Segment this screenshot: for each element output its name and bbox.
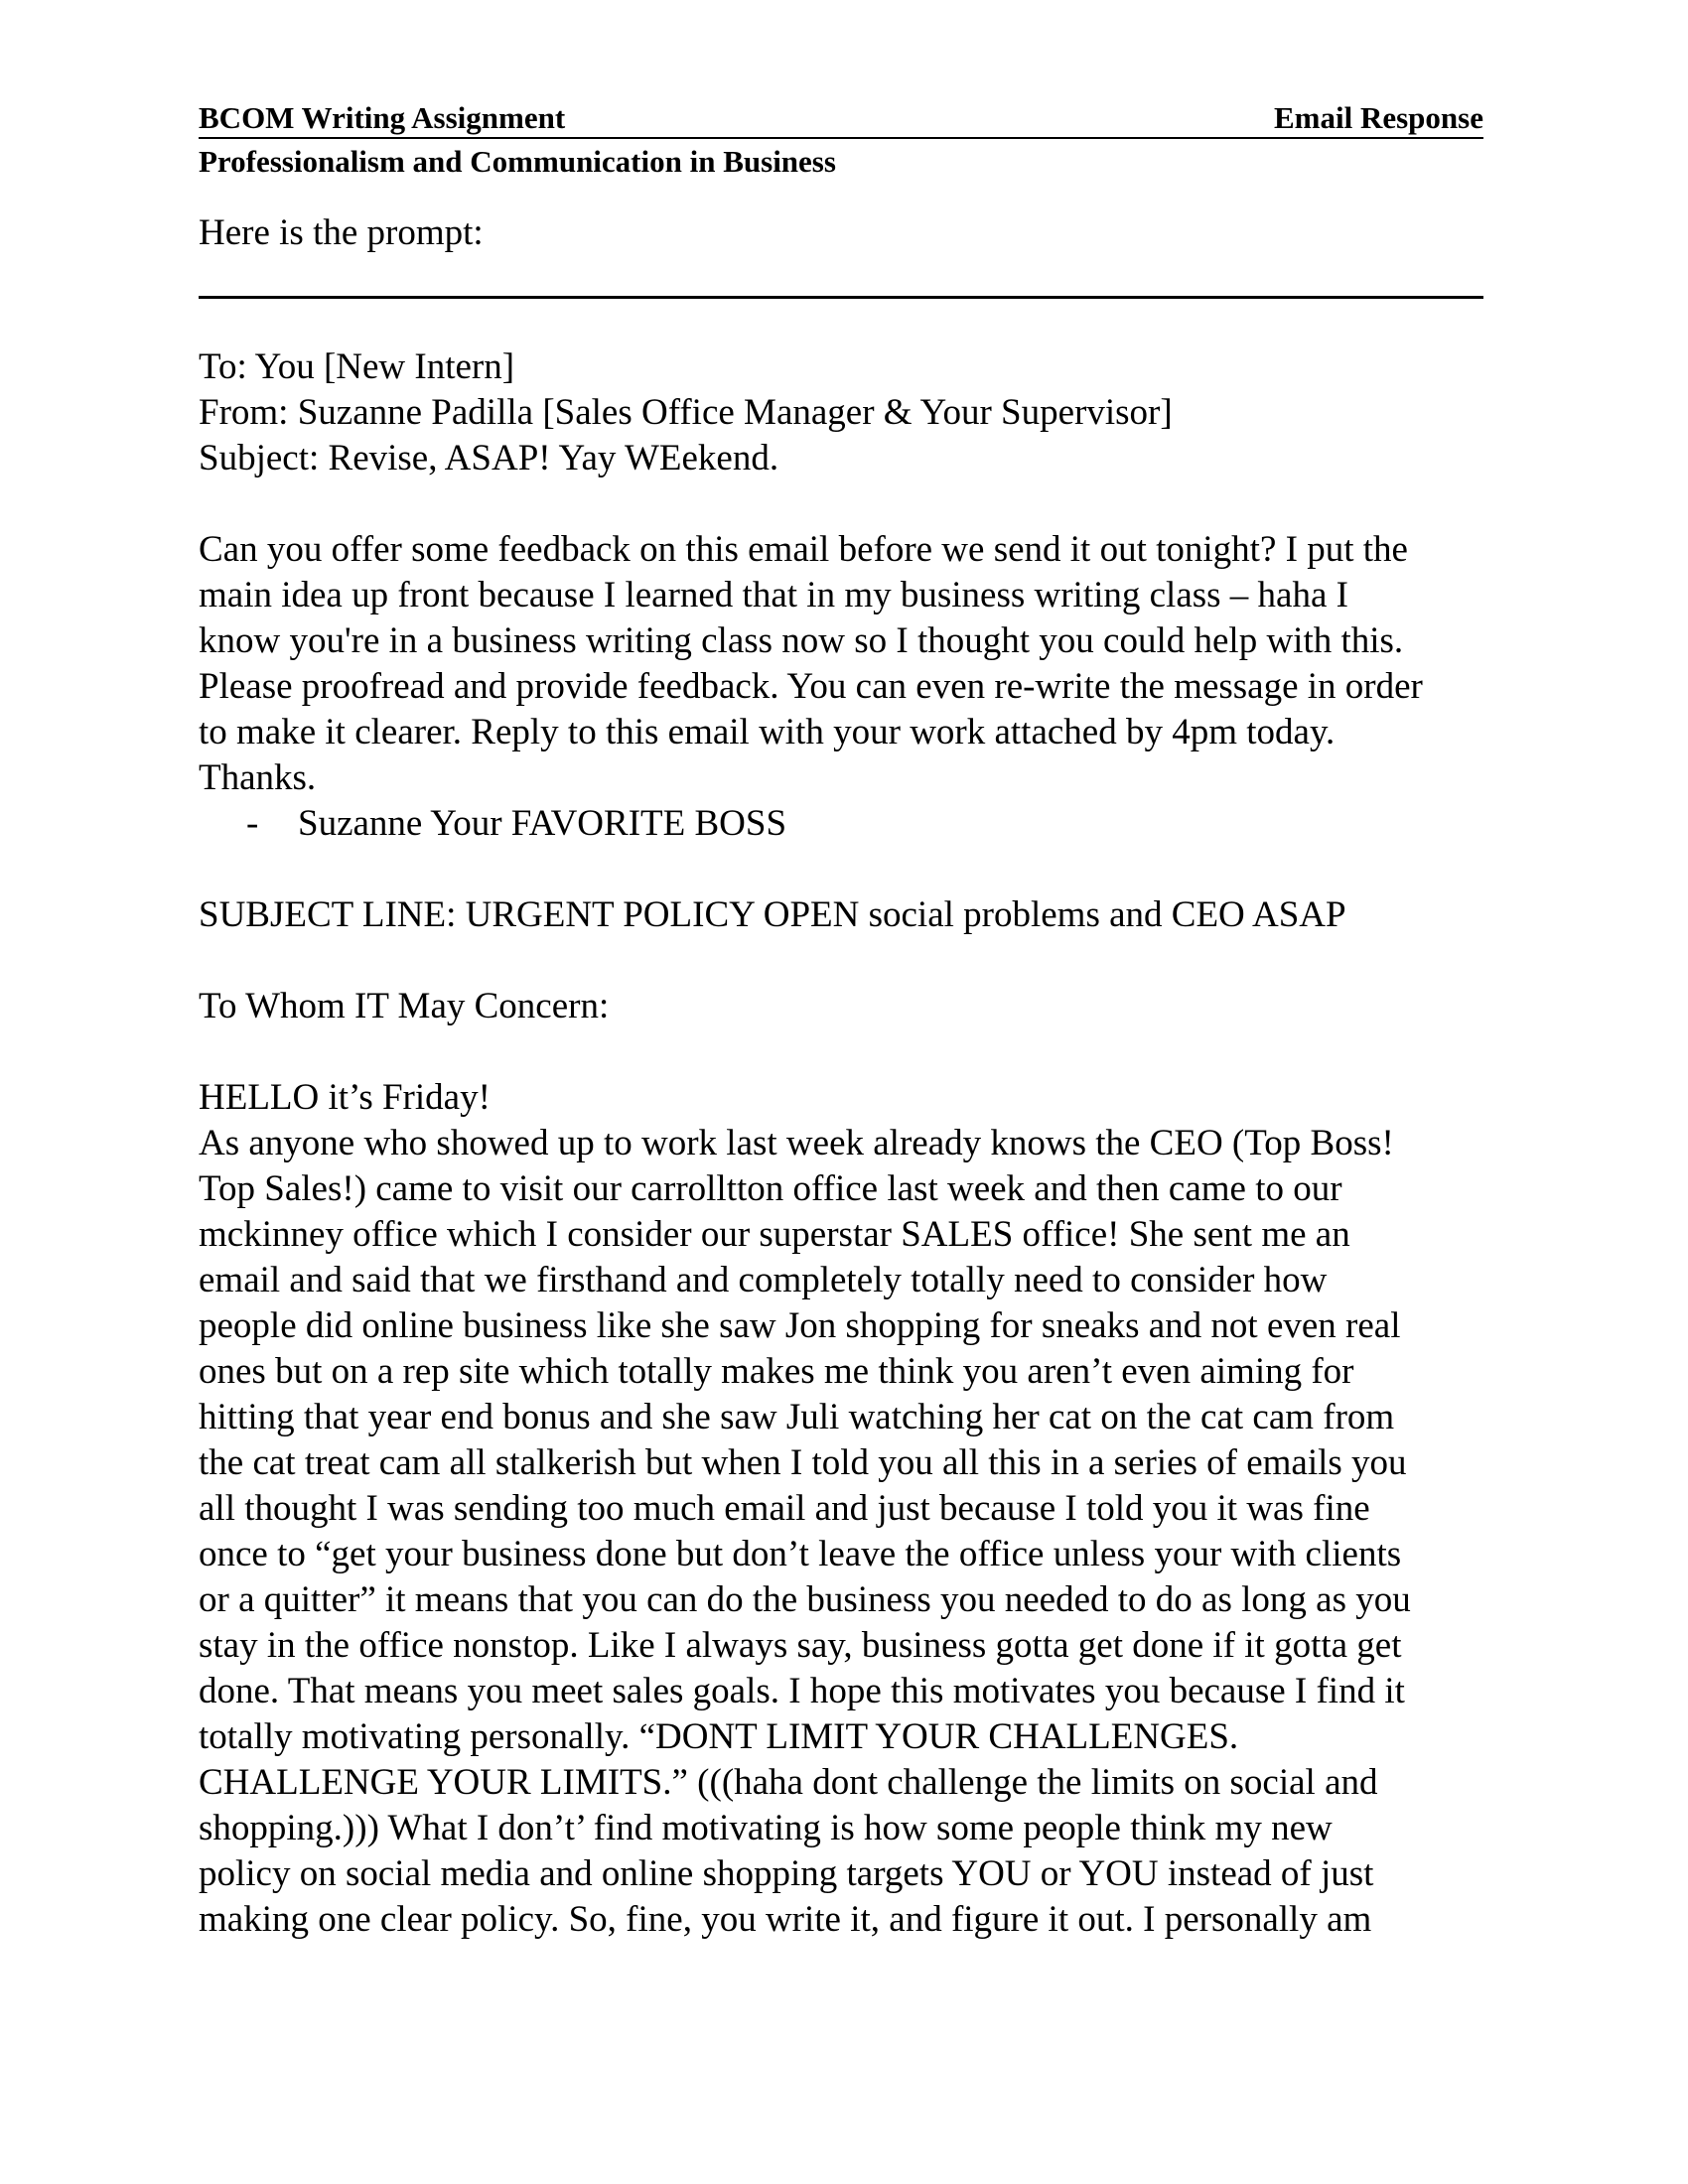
draft-body [199,1121,1483,1943]
draft-line: or a quitter” it means that you can do the business you needed to do as long as you [199,1579,1411,1620]
email-body [199,299,1483,1943]
supervisor-message [199,527,1483,801]
draft-line: mckinney office which I consider our superstar SALES office! She sent me an [199,1214,1350,1255]
signature-line [199,801,1483,847]
signature-text: Suzanne Your FAVORITE BOSS [298,803,787,844]
draft-line: email and said that we firsthand and completely totally need to consider how [199,1260,1328,1300]
course-subtitle: Professionalism and Communication in Business [199,144,836,179]
draft-line: hitting that year end bonus and she saw Juli watching her cat on the cat cam from [199,1397,1395,1437]
email-from: From: Suzanne Padilla [Sales Office Manager & Your Supervisor] [199,392,1173,433]
draft-subject-line: SUBJECT LINE: URGENT POLICY OPEN social problems and CEO ASAP [199,894,1346,935]
draft-line: shopping.))) What I don’t’ find motivating is how some people think my new [199,1808,1333,1848]
message-line: Can you offer some feedback on this email before we send it out tonight? I put the [199,529,1408,570]
draft-greeting: HELLO it’s Friday! [199,1077,491,1118]
bullet-dash: - [246,803,259,844]
draft-line: making one clear policy. So, fine, you write it, and figure it out. I personally am [199,1899,1372,1940]
draft-line: policy on social media and online shopping targets YOU or YOU instead of just [199,1853,1374,1894]
message-line: know you're in a business writing class now so I thought you could help with this. [199,620,1404,661]
draft-line: totally motivating personally. “DONT LIMIT YOUR CHALLENGES. [199,1716,1239,1757]
prompt-intro: Here is the prompt: [199,212,484,253]
draft-line: people did online business like she saw Jon shopping for sneaks and not even real [199,1305,1401,1346]
message-line: main idea up front because I learned that in my business writing class – haha I [199,575,1348,615]
document-header [199,99,1483,139]
message-line: Thanks. [199,757,317,798]
draft-line: done. That means you meet sales goals. I hope this motivates you because I find it [199,1671,1405,1711]
draft-line: Top Sales!) came to visit our carrolltton office last week and then came to our [199,1168,1342,1209]
draft-line: ones but on a rep site which totally makes me think you aren’t even aiming for [199,1351,1354,1392]
assignment-title: BCOM Writing Assignment [199,100,566,135]
email-to: To: You [New Intern] [199,346,515,387]
draft-line: stay in the office nonstop. Like I always say, business gotta get done if it gotta get [199,1625,1402,1666]
draft-line: CHALLENGE YOUR LIMITS.” (((haha dont challenge the limits on social and [199,1762,1378,1803]
draft-salutation: To Whom IT May Concern: [199,986,610,1026]
message-line: to make it clearer. Reply to this email with your work attached by 4pm today. [199,712,1336,752]
draft-line: once to “get your business done but don’t leave the office unless your with clients [199,1534,1402,1574]
draft-line: the cat treat cam all stalkerish but when I told you all this in a series of emails you [199,1442,1407,1483]
message-line: Please proofread and provide feedback. You can even re-write the message in order [199,666,1423,707]
draft-line: As anyone who showed up to work last week already knows the CEO (Top Boss! [199,1123,1394,1163]
document-page [199,99,1483,1943]
draft-line: all thought I was sending too much email and just because I told you it was fine [199,1488,1370,1529]
assignment-type: Email Response [1274,100,1483,135]
email-subject: Subject: Revise, ASAP! Yay WEekend. [199,438,779,478]
